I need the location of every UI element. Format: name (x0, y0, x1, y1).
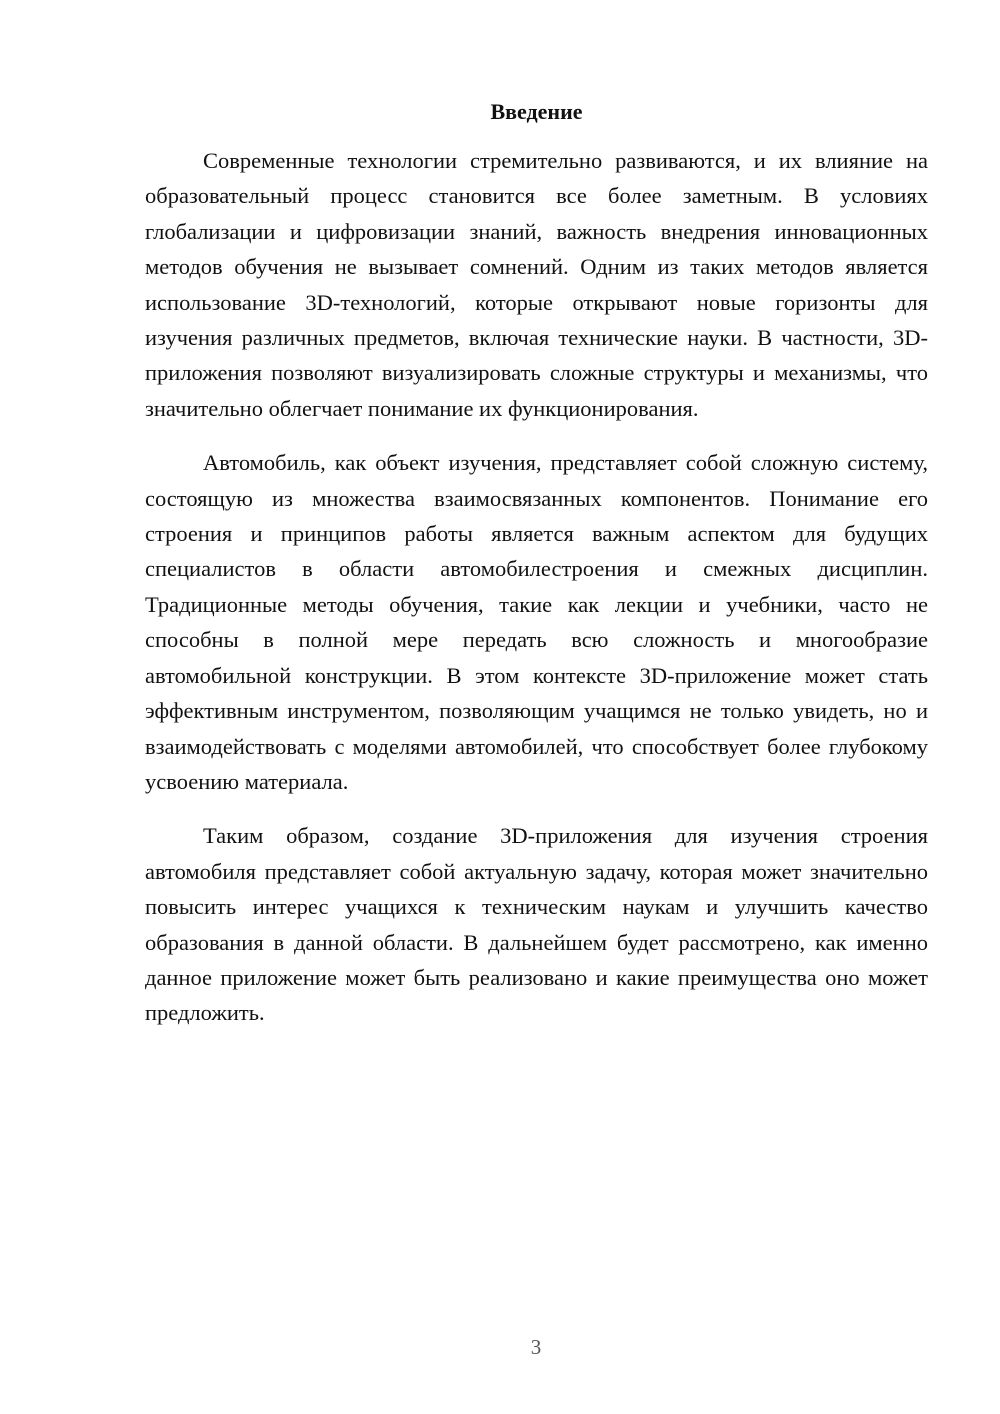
paragraph-1: Современные технологии стремительно развиваются, и их влияние на образовательный процесс становится все более заметным. В условиях глобализации и цифровизации знаний, важность внедрения инновационных методов обучения не вызывает сомнений. Одним из таких методов является использование 3D-технологий, которые открывают новые горизонты для изучения различных предметов, включая технические науки. В частности, 3D-приложения позволяют визуализировать сложные структуры и механизмы, что значительно облегчает понимание их функционирования. (145, 148, 928, 421)
page-number: 3 (530, 1335, 542, 1359)
body-text (145, 143, 928, 1050)
paragraph-2: Автомобиль, как объект изучения, представляет собой сложную систему, состоящую из множества взаимосвязанных компонентов. Понимание его строения и принципов работы является важным аспектом для будущих специалистов в области автомобилестроения и смежных дисциплин. Традиционные методы обучения, такие как лекции и учебники, часто не способны в полной мере передать всю сложность и многообразие автомобильной конструкции. В этом контексте 3D-приложение может стать эффективным инструментом, позволяющим учащимся не только увидеть, но и взаимодействовать с моделями автомобилей, что способствует более глубокому усвоению материала. (145, 450, 928, 794)
page-title: Введение (490, 99, 583, 124)
paragraph-3: Таким образом, создание 3D-приложения для изучения строения автомобиля представляет собой актуальную задачу, которая может значительно повысить интерес учащихся к техническим наукам и улучшить качество образования в данной области. В дальнейшем будет рассмотрено, как именно данное приложение может быть реализовано и какие преимущества оно может предложить. (145, 823, 928, 1026)
